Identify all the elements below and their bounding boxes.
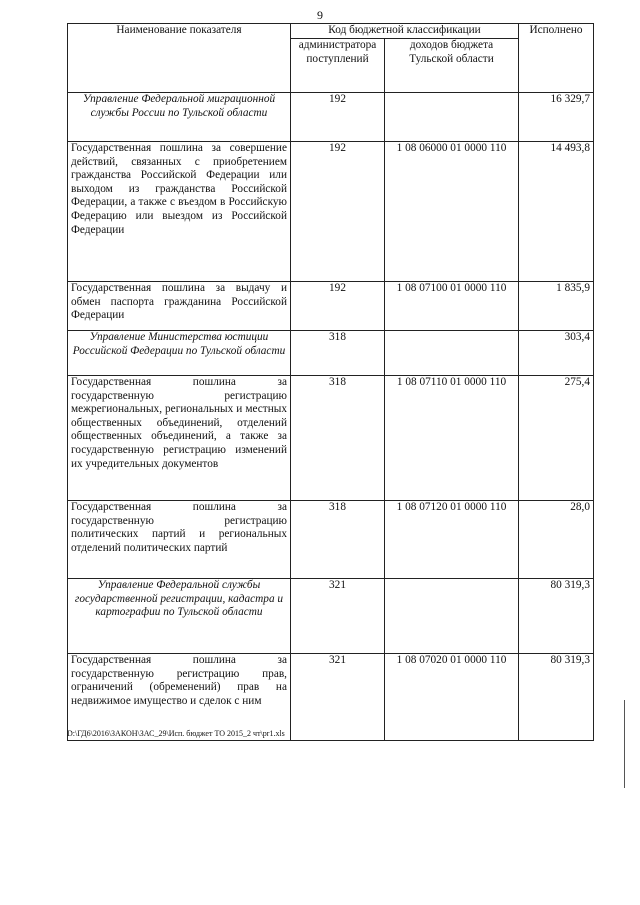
executed-value-cell: 80 319,3 bbox=[519, 654, 594, 741]
revenue-code-cell: 1 08 07100 01 0000 110 bbox=[385, 282, 519, 331]
group-name-cell bbox=[68, 93, 291, 142]
header-name-column: Наименование показателя bbox=[68, 24, 291, 93]
admin-code-cell: 321 bbox=[291, 654, 385, 741]
group-row bbox=[68, 93, 594, 142]
page-number: 9 bbox=[317, 8, 323, 22]
revenue-code-cell bbox=[385, 93, 519, 142]
admin-code-cell: 192 bbox=[291, 282, 385, 331]
revenue-code-cell: 1 08 06000 01 0000 110 bbox=[385, 142, 519, 282]
admin-code-cell: 318 bbox=[291, 331, 385, 376]
group-name-cell bbox=[68, 331, 291, 376]
item-name-cell bbox=[68, 282, 291, 331]
indicator-name: Государственная пошлина за совершение действий, связанных с приобретением гражданства Российской Федерации или выходом из гражданства Российской Федерации, а также с въездом в Российскую Федерацию или выездом из Российской Федерации bbox=[71, 142, 287, 236]
item-name-cell bbox=[68, 376, 291, 501]
admin-code-cell: 318 bbox=[291, 376, 385, 501]
table-row bbox=[68, 282, 594, 331]
indicator-name: Управление Федеральной службы государственной регистрации, кадастра и картографии по Тульской области bbox=[74, 579, 284, 619]
indicator-name: Управление Федеральной миграционной службы России по Тульской области bbox=[82, 93, 276, 119]
header-code-group: Код бюджетной классификации bbox=[291, 24, 519, 39]
table-row bbox=[68, 376, 594, 501]
indicator-name: Государственная пошлина за государственную регистрацию прав, ограничений (обременений) прав на недвижимое имущество и сделок с ним bbox=[71, 654, 287, 707]
admin-code-cell: 321 bbox=[291, 579, 385, 654]
item-name-cell bbox=[68, 142, 291, 282]
executed-value-cell: 303,4 bbox=[519, 331, 594, 376]
table-row bbox=[68, 654, 594, 741]
admin-code-cell: 192 bbox=[291, 93, 385, 142]
indicator-name: Государственная пошлина за выдачу и обмен паспорта гражданина Российской Федерации bbox=[71, 282, 287, 322]
table-row bbox=[68, 501, 594, 579]
executed-value-cell: 14 493,8 bbox=[519, 142, 594, 282]
header-revenue-column: доходов бюджета Тульской области bbox=[385, 39, 519, 93]
revenue-code-cell bbox=[385, 579, 519, 654]
revenue-code-cell: 1 08 07120 01 0000 110 bbox=[385, 501, 519, 579]
header-admin-column: администратора поступлений bbox=[291, 39, 385, 93]
header-executed-column: Исполнено bbox=[519, 24, 594, 93]
executed-value-cell: 28,0 bbox=[519, 501, 594, 579]
item-name-cell bbox=[68, 501, 291, 579]
table-row bbox=[68, 142, 594, 282]
group-row bbox=[68, 331, 594, 376]
executed-value-cell: 275,4 bbox=[519, 376, 594, 501]
indicator-name: Государственная пошлина за государственную регистрацию политических партий и региональных отделений политических партий bbox=[71, 501, 287, 554]
admin-code-cell: 192 bbox=[291, 142, 385, 282]
indicator-name: Управление Министерства юстиции Российской Федерации по Тульской области bbox=[72, 331, 286, 357]
revenue-code-cell: 1 08 07110 01 0000 110 bbox=[385, 376, 519, 501]
admin-code-cell: 318 bbox=[291, 501, 385, 579]
executed-value-cell: 16 329,7 bbox=[519, 93, 594, 142]
revenue-code-cell: 1 08 07020 01 0000 110 bbox=[385, 654, 519, 741]
executed-value-cell: 1 835,9 bbox=[519, 282, 594, 331]
group-name-cell bbox=[68, 579, 291, 654]
file-path-footer: D:\ГД6\2016\ЗАКОН\ЗАС_29\Исп. бюджет ТО 2015_2 чт\pr1.xls bbox=[67, 729, 285, 738]
item-name-cell bbox=[68, 654, 291, 741]
revenue-code-cell bbox=[385, 331, 519, 376]
scan-edge-line bbox=[624, 700, 625, 788]
indicator-name: Государственная пошлина за государственную регистрацию межрегиональных, региональных и местных общественных объединений, отделений общественных объединений, а также за государственную регистрацию изменений их учредительных документов bbox=[71, 376, 287, 470]
header-row-1 bbox=[68, 24, 594, 39]
executed-value-cell: 80 319,3 bbox=[519, 579, 594, 654]
budget-execution-table bbox=[67, 23, 594, 741]
group-row bbox=[68, 579, 594, 654]
